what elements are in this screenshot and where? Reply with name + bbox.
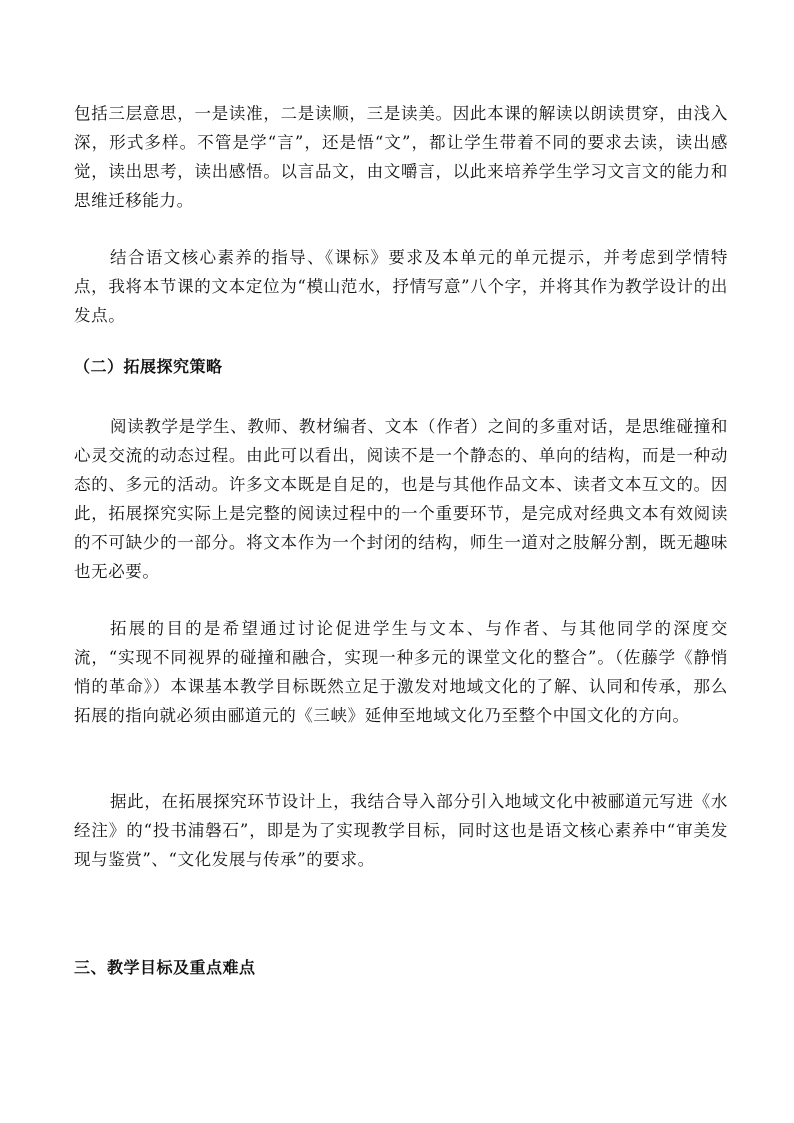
paragraph-reading-teaching: 阅读教学是学生、教师、教材编者、文本（作者）之间的多重对话，是思维碰撞和心灵交流的动态过程。由此可以看出，阅读不是一个静态的、单向的结构，而是一种动态的、多元的活动。许多文本既是自足的，也是与其他作品文本、读者文本互文的。因此，拓展探究实际上是完整的阅读过程中的一个重要环节，是完成对经典文本有效阅读的不可缺少的一部分。将文本作为一个封闭的结构，师生一道对之肢解分割，既无趣味也无必要。	[74, 417, 728, 581]
paragraph-reading-meaning: 包括三层意思，一是读准，二是读顺，三是读美。因此本课的解读以朗读贯穿，由浅入深，形式多样。不管是学“言”，还是悟“文”，都让学生带着不同的要求去读，读出感觉，读出思考，读出感悟。以言品文，由文嚼言，以此来培养学生学习文言文的能力和思维迁移能力。	[74, 104, 728, 210]
paragraph-design-basis: 据此，在拓展探究环节设计上，我结合导入部分引入地域文化中被郦道元写进《水经注》的“投书浦磐石”，即是为了实现教学目标，同时这也是语文核心素养中“审美发现与鉴赏”、“文化发展与传承”的要求。	[74, 792, 728, 869]
paragraph-text-positioning: 结合语文核心素养的指导、《课标》要求及本单元的单元提示，并考虑到学情特点，我将本节课的文本定位为“模山范水，抒情写意”八个字，并将其作为教学设计的出发点。	[74, 248, 728, 325]
section-heading: 三、教学目标及重点难点	[74, 958, 256, 977]
paragraph-extension-purpose: 拓展的目的是希望通过讨论促进学生与文本、与作者、与其他同学的深度交流，“实现不同视界的碰撞和融合，实现一种多元的课堂文化的整合”。（佐藤学《静悄悄的革命》）本课基本教学目标既然立足于激发对地域文化的了解、认同和传承，那么拓展的指向就必须由郦道元的《三峡》延伸至地域文化乃至整个中国文化的方向。	[74, 619, 728, 725]
subsection-heading: （二）拓展探究策略	[74, 357, 223, 376]
